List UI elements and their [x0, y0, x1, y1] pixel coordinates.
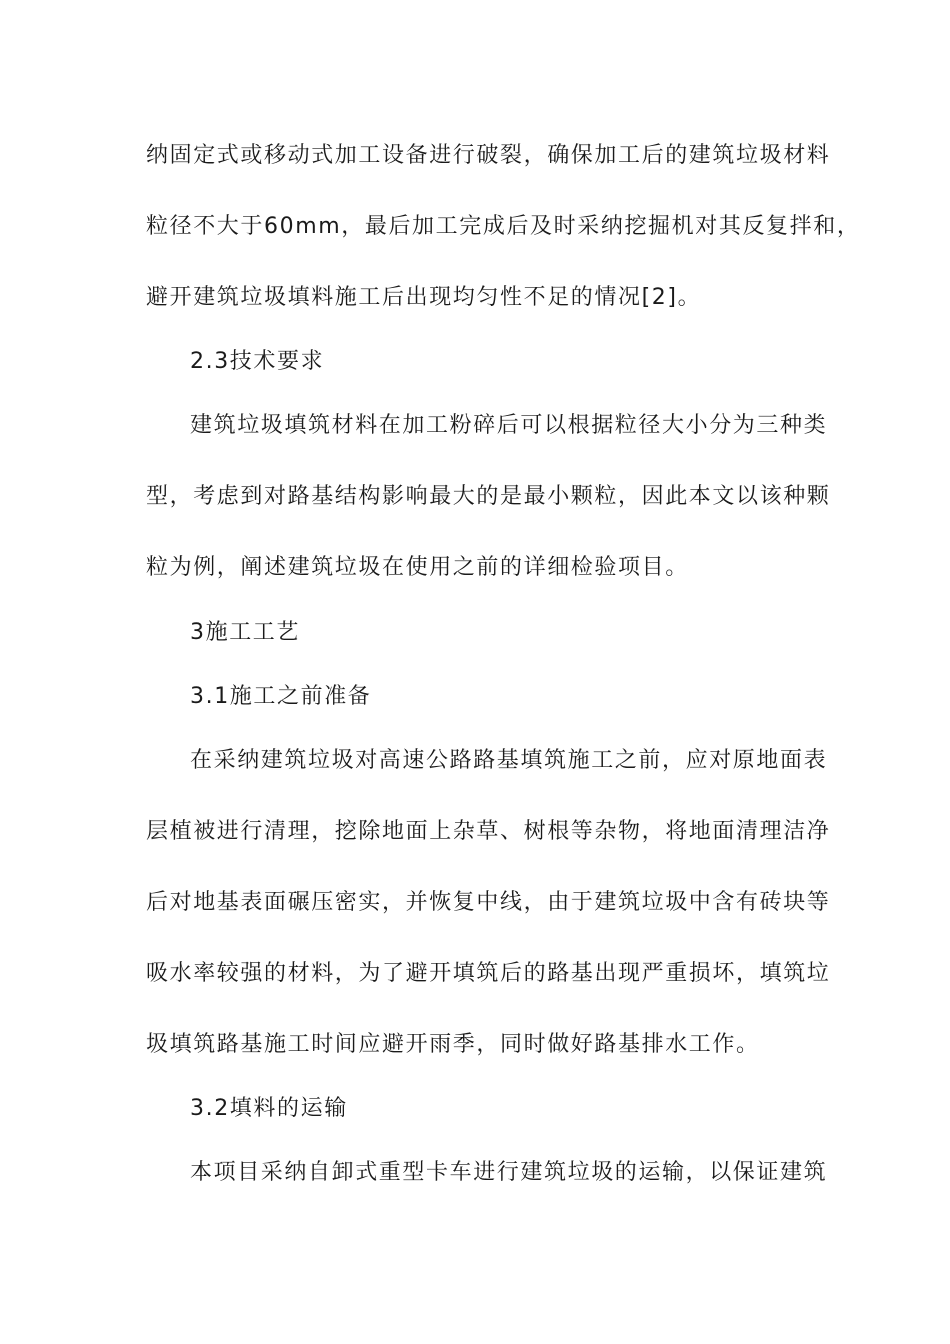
text-line: 层植被进行清理，挖除地面上杂草、树根等杂物，将地面清理洁净 — [146, 819, 831, 844]
text-line: 在采纳建筑垃圾对高速公路路基填筑施工之前，应对原地面表 — [190, 748, 828, 773]
section-heading: 3施工工艺 — [190, 620, 300, 645]
text-line: 粒为例，阐述建筑垃圾在使用之前的详细检验项目。 — [146, 555, 689, 580]
section-heading: 3.1施工之前准备 — [190, 684, 372, 709]
text-line: 吸水率较强的材料，为了避开填筑后的路基出现严重损坏，填筑垃 — [146, 961, 831, 986]
section-heading: 2.3技术要求 — [190, 349, 325, 374]
section-heading: 3.2填料的运输 — [190, 1096, 348, 1121]
text-line: 圾填筑路基施工时间应避开雨季，同时做好路基排水工作。 — [146, 1032, 760, 1057]
text-line: 避开建筑垃圾填料施工后出现均匀性不足的情况[2]。 — [146, 285, 702, 310]
text-line: 型，考虑到对路基结构影响最大的是最小颗粒，因此本文以该种颗 — [146, 484, 831, 509]
text-line: 本项目采纳自卸式重型卡车进行建筑垃圾的运输，以保证建筑 — [190, 1160, 828, 1185]
text-line: 纳固定式或移动式加工设备进行破裂，确保加工后的建筑垃圾材料 — [146, 143, 831, 168]
text-line: 建筑垃圾填筑材料在加工粉碎后可以根据粒径大小分为三种类 — [190, 413, 828, 438]
text-line: 粒径不大于60mm，最后加工完成后及时采纳挖掘机对其反复拌和， — [146, 214, 861, 239]
text-line: 后对地基表面碾压密实，并恢复中线，由于建筑垃圾中含有砖块等 — [146, 890, 831, 915]
